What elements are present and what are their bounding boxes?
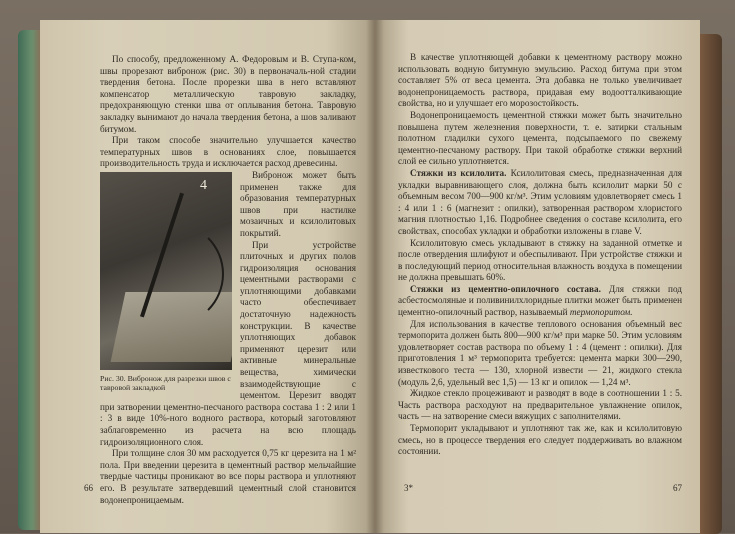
heading-cement-sawdust: Стяжки из цементно-опилочного состава. xyxy=(410,283,601,294)
book-gutter xyxy=(366,20,384,533)
right-paragraph-1: В качестве уплотняющей добавки к цементному раствору можно использовать водную битумную эмульсию. Расход битума при этом составляет 5% от веса цемента. Эта добавка не только увеличивает водонепроницаемость раствора, придавая ему водоотталкивающие свойства, но и улучшает его морозостойкость. xyxy=(398,52,682,109)
right-paragraph-4: Ксилолитовую смесь укладывают в стяжку на заданной отметке и после отвердения шлифуют и обеспыливают. При устройстве стяжки и в последующий период относительная влажность воздуха в помещении не должна превышать 60%. xyxy=(398,237,682,283)
figure-caption: Рис. 30. Вибронож для разрезки швов с тавровой закладкой xyxy=(100,373,231,393)
term-termoporit: термопоритом. xyxy=(569,307,633,318)
open-book xyxy=(18,20,718,533)
right-paragraph-2: Водонепроницаемость цементной стяжки может быть значительно повышена путем железнения поверхности, т. е. затирки стальным полотном гладилки сухого цемента, подсыпаемого по свежему цементно-песчаному раствору. При такой обработке стяжки верхний слой ее сильно уплотняется. xyxy=(398,109,682,167)
photo-mark: 4 xyxy=(200,177,207,193)
left-paragraph-4: При устройстве плиточных и других полов гидроизоляция основания цементными растворами с уплотняющими добавками часто обеспечивает достаточную надежность конструкции. В качестве уплотняющих добавок применяют церезит или активные минеральные вещества, химически взаимодействующие с цементом. Церезит вводят при затворении цементно-песчаного раствора состава 1 : 2 или 1 : 3 в виде 10%-ного водного раствора, который заготовляют заблаговременно из расчета на всю площадь гидроизоляционного слоя. xyxy=(100,239,356,447)
page-number-right: 67 xyxy=(673,483,682,493)
right-page xyxy=(376,20,700,533)
right-paragraph-5 xyxy=(398,284,682,319)
left-paragraph-1: По способу, предложенному А. Федоровым и В. Ступа-ком, швы прорезают вибронож (рис. 30) в первоначаль-ной стадии твердения бетона. После прорезки шва в него вставляют компенсатор металлическую тавровую закладку, предохраняющую стенки шва от оплывания бетона. Тавровую закладку вынимают до начала твердения бетона, а шов заливают битумом. xyxy=(100,54,356,134)
right-paragraph-6: Для использования в качестве теплового основания объемный вес термопорита должен быть 800—900 кг/м³ при марке 50. Этим условиям удовлетворяет состав раствора по объему 1 : 4 (цемент : опилки). Для приготовления 1 м³ термопорита требуется: цемента марки 300—290, известкового теста — 130, хлорной извести — 21, жидкого стекла (модуль 2,6, удельный вес 1,5) — 13 кг и опилок — 1,24 м³. xyxy=(398,318,682,387)
vibroknife-photo xyxy=(100,172,232,370)
figure-30 xyxy=(100,172,232,393)
signature-mark: 3* xyxy=(404,483,413,493)
page-number-left: 66 xyxy=(84,483,93,493)
left-paragraph-3: Вибронож может быть применен также для образования температурных швов при настилке мозаичных и ксилолитовых покрытий. xyxy=(240,169,356,238)
right-paragraph-7: Жидкое стекло процеживают и разводят в воде в соотношении 1 : 5. Часть раствора расходуют на предварительное увлажнение опилок, часть — на затворение смеси вяжущих с заполнителями. xyxy=(398,388,682,422)
left-paragraph-2: При таком способе значительно улучшается качество температурных швов в основаниях слое, повышается производительность труда и исключается расход древесины. xyxy=(100,135,356,169)
book-cover-right xyxy=(700,34,722,534)
right-paragraph-3 xyxy=(398,168,682,238)
cement-sawdust-text: Для стяжки под асбестосмоляные и поливинилхлоридные плитки может быть применен цементно-опилочный раствор, называемый xyxy=(398,283,682,318)
right-paragraph-8: Термопорит укладывают и уплотняют так же, как и ксилолитовую смесь, но в процессе твердения его следует поддерживать во влажном состоянии. xyxy=(398,423,682,457)
xylolite-text: Ксилолитовая смесь, предназначенная для укладки выравнивающего слоя, должна быть ксилолит марки 50 с объемным весом 700—900 кг/м³. Этим условиям удовлетворяет смесь 1 : 4 или 1 : 6 (магнезит : опилки), затворенная раствором хлористого магния плотностью 1,16. Подробнее сведения о составе ксилолита, его свойствах, способах укладки и обработки изложены в главе V. xyxy=(398,167,683,236)
heading-xylolite: Стяжки из ксилолита. xyxy=(410,167,507,178)
left-paragraph-5: При толщине слоя 30 мм расходуется 0,75 кг церезита на 1 м² пола. При введении церезита в цементный раствор мельчайшие твердые частицы проникают во все поры раствора и уплотняют его. В результате затвердевший цементный слой становится водонепроницаемым. xyxy=(100,448,356,505)
left-page xyxy=(40,20,376,533)
